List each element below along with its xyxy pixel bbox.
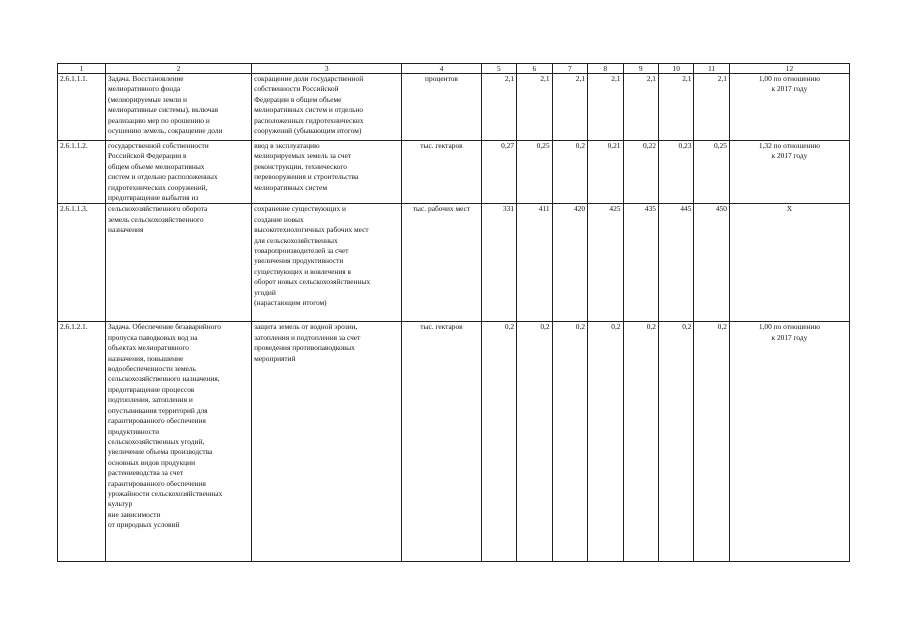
row-code: 2.6.1.1.1. [58, 74, 106, 141]
table-row [58, 204, 850, 322]
row-code: 2.6.1.2.1. [58, 322, 106, 562]
table-row [58, 322, 850, 562]
indicator-cell: ввод в эксплуатацию мелиорируемых земель за счет реконструкции, технического перевооружения и строительства мелиоративных систем [252, 141, 402, 204]
value-cell: 0,22 [623, 141, 658, 204]
column-header: 2 [106, 64, 252, 74]
column-header: 9 [623, 64, 658, 74]
value-cell: 331 [481, 204, 516, 322]
value-cell: 0,27 [481, 141, 516, 204]
column-header: 3 [252, 64, 402, 74]
value-cell: 450 [694, 204, 729, 322]
value-cell: 0,2 [517, 322, 552, 562]
note-cell: 1,00 по отношению к 2017 году [729, 74, 849, 141]
column-header: 8 [588, 64, 623, 74]
note-cell: 1,00 по отношению к 2017 году [729, 322, 849, 562]
note-cell: Х [729, 204, 849, 322]
column-header: 10 [658, 64, 693, 74]
column-header: 6 [517, 64, 552, 74]
value-cell: 0,2 [694, 322, 729, 562]
indicator-cell: сохранение существующих и создание новых высокотехнологичных рабочих мест для сельскохозяйственных товаропроизводителей за счет увеличения продуктивности существующих и вовлечения в оборот новых сельскохозяйственных угодий (нарастающим итогом) [252, 204, 402, 322]
value-cell: 0,25 [517, 141, 552, 204]
column-header: 11 [694, 64, 729, 74]
value-cell: 0,2 [481, 322, 516, 562]
value-cell: 0,2 [658, 322, 693, 562]
task-cell: сельскохозяйственного оборота земель сельскохозяйственного назначения [106, 204, 252, 322]
column-header: 1 [58, 64, 106, 74]
value-cell: 445 [658, 204, 693, 322]
table-row [58, 141, 850, 204]
value-cell: 2,1 [658, 74, 693, 141]
value-cell: 2,1 [588, 74, 623, 141]
unit-cell: тыс. гектаров [402, 322, 481, 562]
header-row [58, 64, 850, 74]
unit-cell: тыс. гектаров [402, 141, 481, 204]
note-cell: 1,32 по отношению к 2017 году [729, 141, 849, 204]
value-cell: 2,1 [517, 74, 552, 141]
value-cell: 2,1 [623, 74, 658, 141]
indicator-cell: защита земель от водной эрозии, затопления и подтопления за счет проведения противопаводковых мероприятий [252, 322, 402, 562]
value-cell: 0,23 [658, 141, 693, 204]
column-header: 12 [729, 64, 849, 74]
column-header: 7 [552, 64, 587, 74]
unit-cell: процентов [402, 74, 481, 141]
value-cell: 420 [552, 204, 587, 322]
value-cell: 0,2 [588, 322, 623, 562]
value-cell: 0,25 [694, 141, 729, 204]
value-cell: 0,2 [552, 322, 587, 562]
value-cell: 411 [517, 204, 552, 322]
value-cell: 435 [623, 204, 658, 322]
task-cell: Задача. Обеспечение безаварийного пропуска паводковых вод на объектах мелиоративного назначения, повышение водообеспеченности земель сельскохозяйственного назначения, предотвращение процессов подтопления, затопления и опустынивания территорий для гарантированного обеспечения продуктивности сельскохозяйственных угодий, увеличение объема производства основных видов продукции растениеводства за счет гарантированного обеспечения урожайности сельскохозяйственных культур вне зависимости от природных условий [106, 322, 252, 562]
indicator-cell: сокращение доли государственной собственности Российской Федерации в общем объеме мелиоративных систем и отдельно расположенных гидротехнических сооружений (убывающим итогом) [252, 74, 402, 141]
row-code: 2.6.1.1.2. [58, 141, 106, 204]
value-cell: 0,2 [623, 322, 658, 562]
column-header: 4 [402, 64, 481, 74]
value-cell: 2,1 [694, 74, 729, 141]
value-cell: 425 [588, 204, 623, 322]
value-cell: 0,2 [552, 141, 587, 204]
task-cell: государственной собственности Российской Федерации в общем объеме мелиоративных систем и отдельно расположенных гидротехнических сооружений, предотвращение выбытия из [106, 141, 252, 204]
row-code: 2.6.1.1.3. [58, 204, 106, 322]
value-cell: 2,1 [481, 74, 516, 141]
indicators-table [57, 63, 850, 562]
value-cell: 2,1 [552, 74, 587, 141]
column-header: 5 [481, 64, 516, 74]
value-cell: 0,21 [588, 141, 623, 204]
table-row [58, 74, 850, 141]
unit-cell: тыс. рабочих мест [402, 204, 481, 322]
task-cell: Задача. Восстановление мелиоративного фонда (мелиорируемые земли и мелиоративные системы), включая реализацию мер по орошению и осушению земель, сокращение доли [106, 74, 252, 141]
